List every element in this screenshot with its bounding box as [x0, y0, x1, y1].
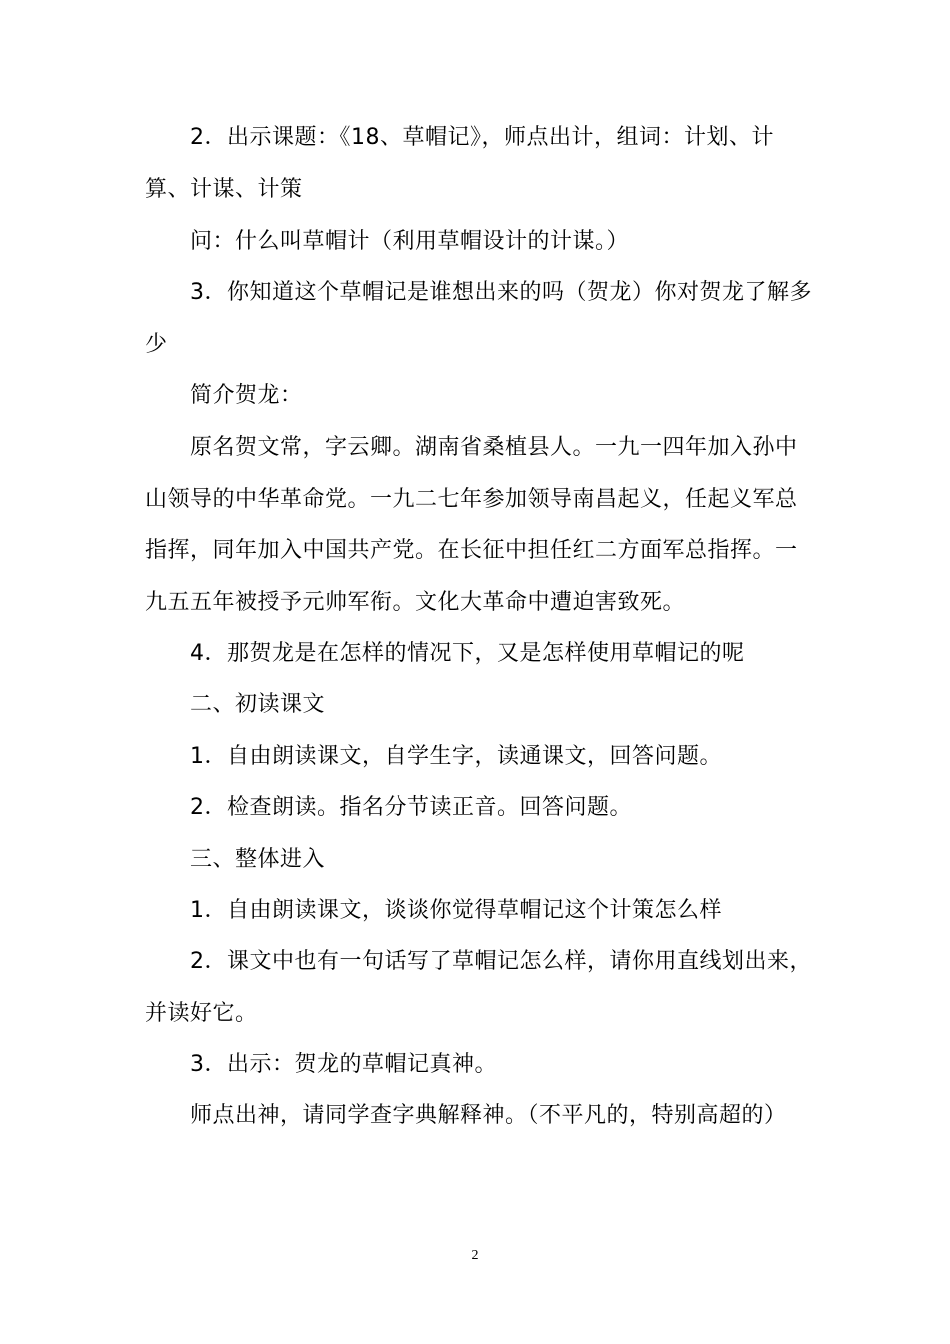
paragraph-line: 算、计谋、计策 [145, 177, 303, 202]
page-number: 2 [471, 1248, 479, 1263]
paragraph-line: 少 [145, 332, 168, 357]
paragraph-line: 师点出神，请同学查字典解释神。（不平凡的，特别高超的） [190, 1103, 787, 1128]
paragraph-line: 2．检查朗读。指名分节读正音。回答问题。 [190, 795, 632, 820]
section-heading: 二、初读课文 [190, 692, 326, 717]
section-heading: 三、整体进入 [190, 847, 326, 872]
paragraph-line: 山领导的中华革命党。一九二七年参加领导南昌起义，任起义军总 [145, 487, 798, 512]
paragraph-line: 问：什么叫草帽计（利用草帽设计的计谋。） [190, 229, 630, 254]
paragraph-line: 原名贺文常，字云卿。湖南省桑植县人。一九一四年加入孙中 [190, 435, 798, 460]
paragraph-line: 1．自由朗读课文，自学生字，读通课文，回答问题。 [190, 744, 722, 769]
paragraph-line: 2．课文中也有一句话写了草帽记怎么样，请你用直线划出来， [190, 949, 812, 974]
paragraph-line: 3．你知道这个草帽记是谁想出来的吗（贺龙）你对贺龙了解多 [190, 280, 812, 305]
paragraph-line: 4．那贺龙是在怎样的情况下，又是怎样使用草帽记的呢 [190, 641, 745, 666]
section-heading: 简介贺龙： [190, 383, 303, 408]
paragraph-line: 2．出示课题：《18、草帽记》，师点出计，组词：计划、计 [190, 125, 774, 150]
paragraph-line: 1．自由朗读课文，谈谈你觉得草帽记这个计策怎么样 [190, 898, 722, 923]
paragraph-line: 指挥，同年加入中国共产党。在长征中担任红二方面军总指挥。一 [145, 538, 798, 563]
paragraph-line: 九五五年被授予元帅军衔。文化大革命中遭迫害致死。 [145, 590, 686, 615]
paragraph-line: 3．出示：贺龙的草帽记真神。 [190, 1052, 497, 1077]
paragraph-line: 并读好它。 [145, 1001, 258, 1026]
